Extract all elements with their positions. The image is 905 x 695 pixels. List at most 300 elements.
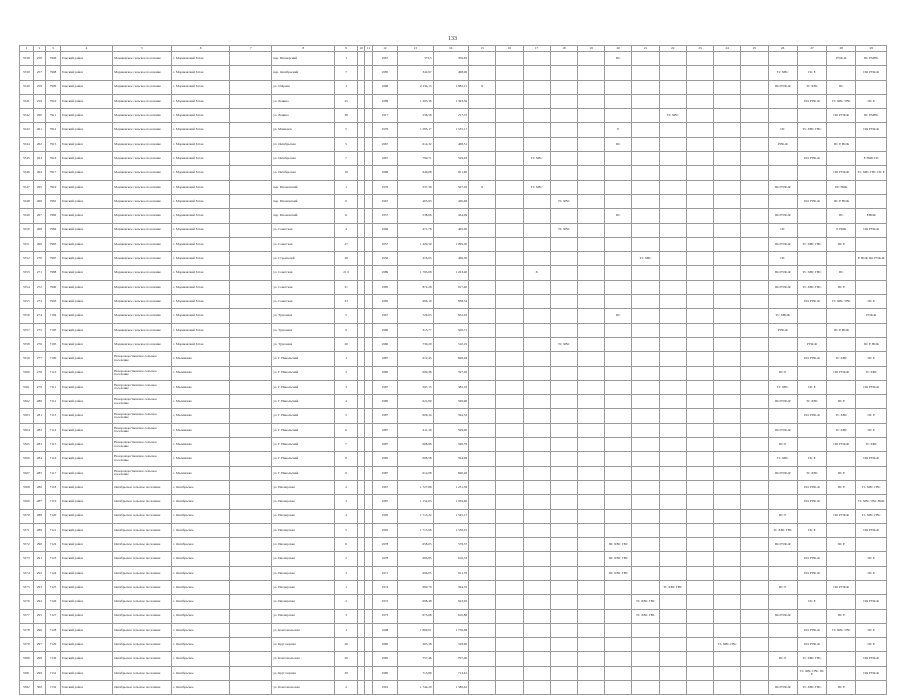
table-cell: ПС Е НОК — [856, 337, 887, 351]
table-cell: Томский район — [60, 194, 112, 208]
table-cell — [827, 123, 856, 137]
table-cell — [469, 237, 496, 251]
table-row — [20, 452, 887, 466]
table-row — [20, 666, 887, 680]
table-cell — [365, 323, 372, 337]
table-cell: Томский район — [60, 566, 112, 580]
table-cell: ПС Е — [797, 66, 826, 80]
table-cell: 7908 — [46, 66, 61, 80]
table-cell: ПС Е — [768, 509, 797, 523]
table-cell: 5582 — [20, 681, 34, 695]
table-cell — [358, 409, 365, 423]
table-cell — [577, 609, 604, 623]
table-cell: 1960 — [372, 337, 397, 351]
table-cell — [741, 595, 768, 609]
table-cell: 5561 — [20, 380, 34, 394]
table-cell: 1960 — [372, 323, 397, 337]
table-cell — [523, 280, 550, 294]
table-cell — [496, 94, 523, 108]
table-cell: 1985 — [372, 395, 397, 409]
table-body — [20, 52, 887, 695]
table-cell: 8 — [335, 452, 358, 466]
table-cell: с. Октябрьское — [171, 509, 230, 523]
table-cell: ул. Тургенева — [272, 323, 335, 337]
table-cell — [469, 509, 496, 523]
table-cell: ПС Е — [856, 566, 887, 580]
table-cell — [496, 623, 523, 637]
table-cell: 7906 — [46, 52, 61, 66]
table-cell — [230, 409, 272, 423]
table-cell: ПО РУФ-Ф — [797, 94, 826, 108]
table-cell — [605, 523, 632, 537]
table-cell — [605, 438, 632, 452]
table-cell: 537,36 — [397, 180, 433, 194]
table-cell — [659, 166, 686, 180]
table-cell — [632, 137, 659, 151]
table-cell: Томский район — [60, 309, 112, 323]
table-cell — [550, 66, 577, 80]
table-cell: Томский район — [60, 552, 112, 566]
table-cell: с. Октябрьское — [171, 623, 230, 637]
table-cell — [605, 194, 632, 208]
register-table — [19, 45, 887, 695]
table-cell: Томский район — [60, 395, 112, 409]
table-cell: 7 — [335, 152, 358, 166]
table-cell: 2 — [335, 366, 358, 380]
table-cell: 5558 — [20, 337, 34, 351]
table-cell: 5556 — [20, 309, 34, 323]
table-cell — [632, 237, 659, 251]
table-cell: 359,65 — [433, 52, 469, 66]
table-cell — [550, 538, 577, 552]
table-cell: 5546 — [20, 166, 34, 180]
table-cell: 7987 — [46, 252, 61, 266]
table-cell: Новорождественское сельское поселение — [113, 466, 172, 480]
table-cell — [797, 423, 826, 437]
table-cell: Октябрьское сельское поселение — [113, 523, 172, 537]
table-cell — [523, 166, 550, 180]
table-cell: 3 — [335, 609, 358, 623]
table-cell — [686, 66, 713, 80]
table-cell — [714, 209, 741, 223]
table-cell — [741, 280, 768, 294]
table-cell — [686, 152, 713, 166]
table-cell: с. Малиновка — [171, 466, 230, 480]
table-cell: 342,97 — [397, 66, 433, 80]
table-cell — [365, 595, 372, 609]
table-cell — [358, 566, 365, 580]
table-cell — [577, 123, 604, 137]
table-cell — [632, 209, 659, 223]
table-cell: 610,53 — [433, 552, 469, 566]
table-cell: ул. Г. Никольский — [272, 452, 335, 466]
table-cell — [741, 166, 768, 180]
table-cell — [469, 595, 496, 609]
table-cell: 599,90 — [433, 423, 469, 437]
table-cell — [632, 466, 659, 480]
table-cell — [741, 566, 768, 580]
table-cell: 26 — [335, 652, 358, 666]
table-cell: ПО РУФ-Ф — [768, 180, 797, 194]
table-cell — [686, 395, 713, 409]
table-cell: 5570 — [20, 509, 34, 523]
table-cell: 612,45 — [397, 352, 433, 366]
table-cell: 5569 — [20, 495, 34, 509]
table-cell — [714, 452, 741, 466]
table-cell: ТС ХВС ГВС — [827, 94, 856, 108]
table-row — [20, 466, 887, 480]
table-cell — [686, 123, 713, 137]
column-header: 27 — [797, 46, 826, 52]
table-cell — [365, 152, 372, 166]
table-cell — [365, 337, 372, 351]
table-cell: ПС Е НОК — [827, 137, 856, 151]
table-cell — [659, 509, 686, 523]
table-cell: ПС Е — [768, 580, 797, 594]
table-cell: 5 — [335, 309, 358, 323]
table-cell: 1985 — [372, 452, 397, 466]
table-cell — [523, 466, 550, 480]
table-cell — [358, 280, 365, 294]
table-cell: ПС Е — [827, 681, 856, 695]
table-cell: 264 — [33, 166, 46, 180]
table-cell: 6 — [335, 538, 358, 552]
table-cell: ТС ХВС ГВС — [797, 681, 826, 695]
table-cell — [856, 237, 887, 251]
table-cell: 271 — [33, 266, 46, 280]
table-cell: Томский район — [60, 623, 112, 637]
table-cell: 283 — [33, 438, 46, 452]
table-cell: 7127 — [46, 609, 61, 623]
table-cell — [577, 280, 604, 294]
table-cell — [632, 152, 659, 166]
table-cell — [797, 52, 826, 66]
table-cell — [496, 523, 523, 537]
table-cell — [714, 409, 741, 423]
table-cell — [577, 395, 604, 409]
table-cell: Е — [605, 123, 632, 137]
table-cell — [550, 123, 577, 137]
table-cell: 7119 — [46, 495, 61, 509]
table-cell — [741, 66, 768, 80]
table-cell: 1998 — [372, 623, 397, 637]
column-header: 14 — [433, 46, 469, 52]
table-cell — [230, 52, 272, 66]
table-cell — [577, 295, 604, 309]
table-cell — [659, 237, 686, 251]
table-cell — [659, 538, 686, 552]
table-cell: ПС Е — [797, 380, 826, 394]
table-cell — [714, 623, 741, 637]
table-cell: 7116 — [46, 452, 61, 466]
table-row — [20, 309, 887, 323]
table-cell: ул. Советская — [272, 295, 335, 309]
table-cell: Томский район — [60, 109, 112, 123]
table-cell: Октябрьское сельское поселение — [113, 623, 172, 637]
table-cell: Томский район — [60, 266, 112, 280]
table-cell: ТС ХВС — [856, 438, 887, 452]
table-cell: ПО РУФ-Ф — [827, 580, 856, 594]
table-cell: ул. Кругозорная — [272, 638, 335, 652]
table-cell: 266 — [33, 194, 46, 208]
table-cell — [741, 295, 768, 309]
table-cell — [768, 337, 797, 351]
table-cell: 268 — [33, 223, 46, 237]
table-cell — [365, 309, 372, 323]
table-cell: ул. Г. Никольский — [272, 366, 335, 380]
table-cell — [550, 352, 577, 366]
table-cell — [365, 237, 372, 251]
table-cell — [632, 109, 659, 123]
table-cell — [577, 323, 604, 337]
column-header: 29 — [856, 46, 887, 52]
table-cell: 7194 — [46, 309, 61, 323]
table-cell — [714, 137, 741, 151]
table-cell: Томский район — [60, 337, 112, 351]
table-cell — [714, 194, 741, 208]
table-cell — [365, 352, 372, 366]
table-cell: 4 — [335, 395, 358, 409]
table-cell: ПО РУФ-Ф — [797, 409, 826, 423]
table-row — [20, 109, 887, 123]
table-cell — [797, 609, 826, 623]
column-header: 16 — [496, 46, 523, 52]
table-cell — [523, 194, 550, 208]
table-cell: Томский район — [60, 538, 112, 552]
table-cell: 7110 — [46, 366, 61, 380]
table-cell: Моряковское сельское поселение — [113, 123, 172, 137]
table-cell: с. Малиновка — [171, 380, 230, 394]
table-cell: Томский район — [60, 480, 112, 494]
table-cell: РУФ-Ф — [768, 137, 797, 151]
table-cell: Моряковское сельское поселение — [113, 266, 172, 280]
table-cell: ПО РУФ-Ф — [768, 209, 797, 223]
table-cell — [659, 180, 686, 194]
table-row — [20, 438, 887, 452]
table-cell — [741, 395, 768, 409]
table-cell — [550, 109, 577, 123]
table-cell — [577, 80, 604, 94]
table-cell: ПС ХВС ГВС — [605, 566, 632, 580]
table-cell — [469, 66, 496, 80]
table-cell — [605, 237, 632, 251]
table-cell: 293 — [33, 580, 46, 594]
table-cell — [741, 380, 768, 394]
table-cell: 31 — [335, 280, 358, 294]
table-cell: 1985 — [372, 366, 397, 380]
table-cell — [741, 123, 768, 137]
table-cell — [632, 652, 659, 666]
table-cell: пер. Рязановский — [272, 194, 335, 208]
table-cell: 1978 — [372, 552, 397, 566]
table-row — [20, 523, 887, 537]
table-cell: 466,30 — [433, 252, 469, 266]
table-cell: Моряковское сельское поселение — [113, 80, 172, 94]
table-cell: Моряковское сельское поселение — [113, 66, 172, 80]
table-cell — [365, 509, 372, 523]
table-cell: 611,76 — [433, 566, 469, 580]
table-cell — [230, 137, 272, 151]
table-cell: с. Моряковский Затон — [171, 237, 230, 251]
table-cell — [523, 681, 550, 695]
table-cell — [469, 223, 496, 237]
table-cell — [577, 194, 604, 208]
table-cell: 10 — [335, 166, 358, 180]
table-cell — [358, 366, 365, 380]
table-cell — [523, 323, 550, 337]
table-cell: ул. Пионерская — [272, 580, 335, 594]
table-cell: ПС Е — [856, 295, 887, 309]
table-cell — [605, 152, 632, 166]
table-cell — [659, 366, 686, 380]
table-cell — [469, 94, 496, 108]
table-cell: ПО РУФ-Ф — [856, 380, 887, 394]
table-cell — [469, 52, 496, 66]
column-header: 4 — [60, 46, 112, 52]
table-cell — [605, 395, 632, 409]
table-cell — [632, 623, 659, 637]
table-cell: 1 580,42 — [433, 681, 469, 695]
table-cell — [550, 309, 577, 323]
table-cell — [605, 495, 632, 509]
table-cell: ул. Тургенева — [272, 337, 335, 351]
table-cell — [496, 552, 523, 566]
table-cell: ПС Е — [827, 538, 856, 552]
table-cell: Моряковское сельское поселение — [113, 152, 172, 166]
table-cell — [686, 409, 713, 423]
table-cell — [686, 223, 713, 237]
table-cell — [230, 266, 272, 280]
table-cell — [550, 137, 577, 151]
table-cell: 5568 — [20, 480, 34, 494]
table-row — [20, 395, 887, 409]
table-cell — [469, 152, 496, 166]
table-cell: ул. Комсомольская — [272, 652, 335, 666]
table-cell — [523, 137, 550, 151]
table-cell — [550, 366, 577, 380]
table-cell — [230, 280, 272, 294]
table-cell — [659, 137, 686, 151]
table-cell: 1 223,40 — [433, 266, 469, 280]
table-cell: 28 — [335, 252, 358, 266]
table-cell — [577, 595, 604, 609]
table-cell — [856, 681, 887, 695]
table-cell — [714, 595, 741, 609]
table-cell — [577, 209, 604, 223]
table-cell: ул. Пионерская — [272, 509, 335, 523]
table-cell — [741, 666, 768, 680]
table-cell — [605, 323, 632, 337]
table-cell — [365, 380, 372, 394]
table-cell — [686, 623, 713, 637]
table-cell — [365, 280, 372, 294]
table-row — [20, 652, 887, 666]
table-cell — [768, 352, 797, 366]
table-cell: Новорождественское сельское поселение — [113, 452, 172, 466]
table-cell: 7126 — [46, 595, 61, 609]
table-cell — [230, 538, 272, 552]
table-row — [20, 237, 887, 251]
table-cell — [797, 166, 826, 180]
table-cell — [523, 666, 550, 680]
table-cell — [550, 466, 577, 480]
table-cell: ТС ХВС — [632, 252, 659, 266]
table-cell — [632, 681, 659, 695]
table-cell: 296 — [33, 623, 46, 637]
table-cell: Х — [523, 266, 550, 280]
table-cell: 276 — [33, 337, 46, 351]
table-cell: 270 — [33, 252, 46, 266]
table-cell — [365, 423, 372, 437]
table-cell — [230, 166, 272, 180]
table-cell — [358, 295, 365, 309]
table-cell — [632, 66, 659, 80]
table-cell — [827, 252, 856, 266]
table-cell: ПС Е НОК — [827, 194, 856, 208]
table-cell — [550, 166, 577, 180]
table-cell: Томский район — [60, 123, 112, 137]
table-cell: 1989 — [372, 266, 397, 280]
table-cell: Моряковское сельское поселение — [113, 295, 172, 309]
table-cell: с. Моряковский Затон — [171, 323, 230, 337]
table-cell: ул. Советская — [272, 237, 335, 251]
table-cell — [605, 580, 632, 594]
table-cell: ТС ХВС ГВС — [797, 123, 826, 137]
table-cell: с. Моряковский Затон — [171, 180, 230, 194]
table-cell: с. Моряковский Затон — [171, 266, 230, 280]
table-cell: 1967 — [372, 52, 397, 66]
table-cell — [230, 194, 272, 208]
table-cell: ПС Е НОК — [827, 323, 856, 337]
table-cell — [768, 295, 797, 309]
table-row — [20, 52, 887, 66]
table-cell — [523, 295, 550, 309]
table-cell — [230, 252, 272, 266]
table-cell — [365, 681, 372, 695]
table-cell — [632, 538, 659, 552]
table-cell — [714, 466, 741, 480]
table-cell — [686, 309, 713, 323]
table-cell: ПС — [605, 309, 632, 323]
table-cell: 724,63 — [397, 309, 433, 323]
table-cell: ТС ХВС ГВС — [797, 280, 826, 294]
table-row — [20, 352, 887, 366]
table-row — [20, 266, 887, 280]
table-cell: 1976 — [372, 123, 397, 137]
table-cell — [659, 309, 686, 323]
table-cell — [496, 652, 523, 666]
table-cell: 289 — [33, 523, 46, 537]
table-cell: ул. Советская — [272, 280, 335, 294]
table-cell: 7993 — [46, 295, 61, 309]
table-cell — [496, 380, 523, 394]
table-cell — [714, 52, 741, 66]
table-cell: ТС ХВС ГВС — [632, 609, 659, 623]
table-cell — [686, 266, 713, 280]
column-header: 2 — [33, 46, 46, 52]
table-cell: 707,00 — [433, 652, 469, 666]
table-cell — [230, 395, 272, 409]
table-cell — [714, 309, 741, 323]
table-cell: Х — [469, 80, 496, 94]
table-cell: ПС Е — [768, 652, 797, 666]
table-cell — [827, 495, 856, 509]
table-cell: 294 — [33, 595, 46, 609]
table-cell — [365, 566, 372, 580]
table-cell: 872,28 — [397, 280, 433, 294]
table-cell: 285 — [33, 466, 46, 480]
table-cell: ТС ХВС — [768, 452, 797, 466]
